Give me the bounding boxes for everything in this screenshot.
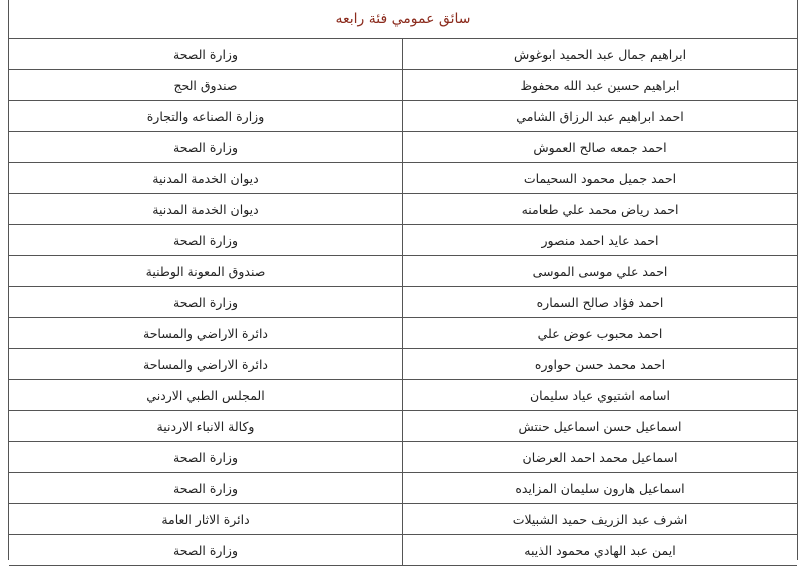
organization-cell: صندوق الحج: [9, 70, 403, 101]
table-row: [9, 411, 797, 442]
organization-cell: ديوان الخدمة المدنية: [9, 194, 403, 225]
organization-cell: وزارة الصحة: [9, 535, 403, 566]
person-name-cell: احمد ابراهيم عبد الرزاق الشامي: [403, 101, 798, 132]
organization-cell: وكالة الانباء الاردنية: [9, 411, 403, 442]
organization-cell: المجلس الطبي الاردني: [9, 380, 403, 411]
person-name-cell: احمد جميل محمود السحيمات: [403, 163, 798, 194]
organization-cell: ديوان الخدمة المدنية: [9, 163, 403, 194]
table-row: [9, 287, 797, 318]
table-title: سائق عمومي فئة رابعه: [9, 0, 797, 39]
person-name-cell: احمد جمعه صالح العموش: [403, 132, 798, 163]
person-name-cell: احمد محمد حسن حواوره: [403, 349, 798, 380]
table-row: [9, 442, 797, 473]
person-name-cell: احمد فؤاد صالح السماره: [403, 287, 798, 318]
person-name-cell: اشرف عبد الزريف حميد الشبيلات: [403, 504, 798, 535]
organization-cell: وزارة الصحة: [9, 132, 403, 163]
results-table-body: [9, 39, 797, 566]
table-row: [9, 225, 797, 256]
person-name-cell: ابراهيم حسين عبد الله محفوظ: [403, 70, 798, 101]
organization-cell: وزارة الصحة: [9, 39, 403, 70]
table-row: [9, 132, 797, 163]
organization-cell: وزارة الصحة: [9, 287, 403, 318]
table-row: [9, 194, 797, 225]
person-name-cell: اسماعيل حسن اسماعيل حنتش: [403, 411, 798, 442]
person-name-cell: احمد عايد احمد منصور: [403, 225, 798, 256]
table-row: [9, 504, 797, 535]
organization-cell: وزارة الصحة: [9, 442, 403, 473]
person-name-cell: اسماعيل محمد احمد العرضان: [403, 442, 798, 473]
person-name-cell: احمد محبوب عوض علي: [403, 318, 798, 349]
table-row: [9, 473, 797, 504]
organization-cell: دائرة الاراضي والمساحة: [9, 349, 403, 380]
person-name-cell: احمد رياض محمد علي طعامنه: [403, 194, 798, 225]
table-row: [9, 380, 797, 411]
organization-cell: صندوق المعونة الوطنية: [9, 256, 403, 287]
person-name-cell: ابراهيم جمال عبد الحميد ابوغوش: [403, 39, 798, 70]
table-row: [9, 256, 797, 287]
table-row: [9, 70, 797, 101]
table-row: [9, 163, 797, 194]
table-row: [9, 318, 797, 349]
organization-cell: وزارة الصحة: [9, 473, 403, 504]
organization-cell: وزارة الصحة: [9, 225, 403, 256]
organization-cell: وزارة الصناعه والتجارة: [9, 101, 403, 132]
table-row: [9, 535, 797, 566]
table-row: [9, 101, 797, 132]
table-row: [9, 349, 797, 380]
document-sheet: [8, 0, 798, 560]
person-name-cell: ايمن عبد الهادي محمود الذيبه: [403, 535, 798, 566]
person-name-cell: اسماعيل هارون سليمان المزايده: [403, 473, 798, 504]
organization-cell: دائرة الاراضي والمساحة: [9, 318, 403, 349]
organization-cell: دائرة الاثار العامة: [9, 504, 403, 535]
person-name-cell: اسامه اشتيوي عياد سليمان: [403, 380, 798, 411]
table-row: [9, 39, 797, 70]
results-table: [9, 39, 797, 566]
person-name-cell: احمد علي موسى الموسى: [403, 256, 798, 287]
